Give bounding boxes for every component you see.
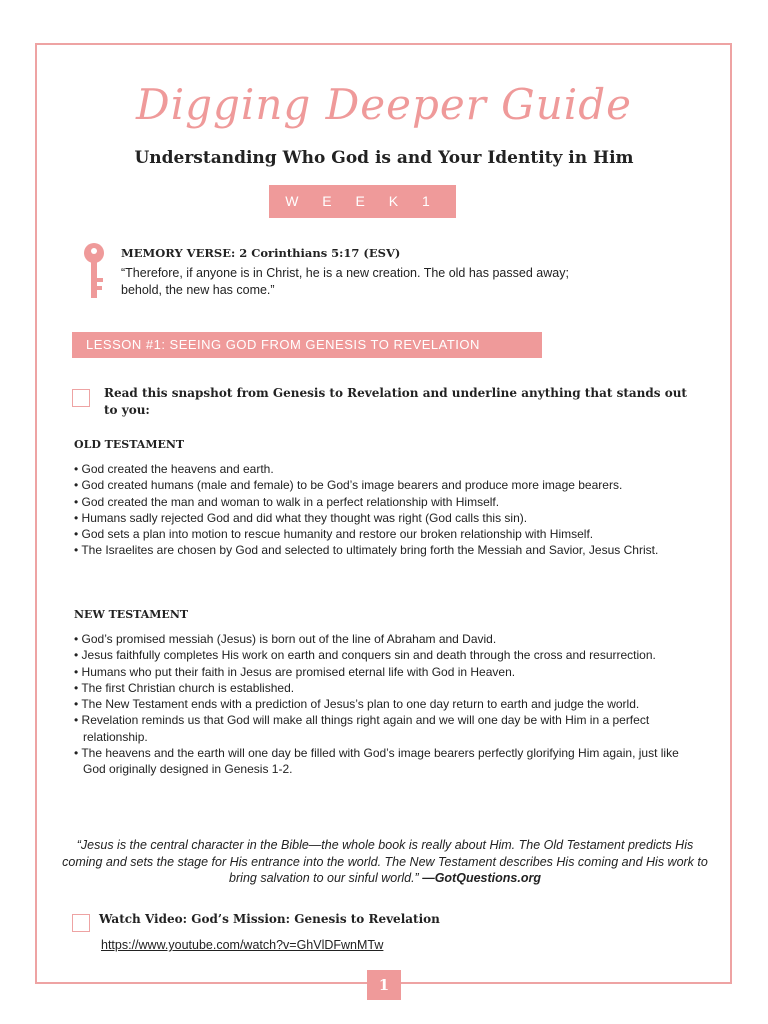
lesson-banner: LESSON #1: SEEING GOD FROM GENESIS TO REVELATION <box>72 332 542 358</box>
list-item: • God created humans (male and female) to be God’s image bearers and produce more image bearers. <box>74 478 623 493</box>
footer-rule-right <box>401 982 732 984</box>
page-title: Digging Deeper Guide <box>136 80 632 129</box>
quote-block <box>60 837 710 887</box>
reading-checkbox[interactable] <box>72 389 90 407</box>
memory-verse-heading: MEMORY VERSE: 2 Corinthians 5:17 (ESV) <box>121 246 401 260</box>
list-item: • God’s promised messiah (Jesus) is born out of the line of Abraham and David. <box>74 632 497 646</box>
new-testament-heading: NEW TESTAMENT <box>74 608 189 621</box>
week-banner: W E E K 1 <box>269 185 456 218</box>
list-item: • The New Testament ends with a prediction of Jesus’s plan to one day return to earth and judge the world. <box>74 697 640 712</box>
list-item: • Revelation reminds us that God will make all things right again and we will one day be with Him in a perfect relationship. <box>74 713 650 744</box>
video-heading: Watch Video: God’s Mission: Genesis to Revelation <box>99 912 440 926</box>
list-item: • Humans sadly rejected God and did what they thought was right (God calls this sin). <box>74 510 528 525</box>
list-item: • The Israelites are chosen by God and selected to ultimately bring forth the Messiah and Savior, Jesus Christ. <box>74 543 659 558</box>
list-item: • God created the heavens and earth. <box>74 462 274 476</box>
reading-instruction: Read this snapshot from Genesis to Revelation and underline anything that stands out to you: <box>104 386 687 417</box>
video-checkbox[interactable] <box>72 914 90 932</box>
footer-rule-left <box>35 982 367 984</box>
memory-verse-text: “Therefore, if anyone is in Christ, he is a new creation. The old has passed away; behold, the new has come.” <box>121 266 569 297</box>
list-item: • God sets a plan into motion to rescue humanity and restore our broken relationship with Himself. <box>74 527 594 542</box>
old-testament-heading: OLD TESTAMENT <box>74 438 185 451</box>
quote-text: “Jesus is the central character in the Bible—the whole book is really about Him. The Old Testament predicts His coming and sets the stage for His entrance into the world. The New Testament describes His coming and His work to bring salvation to our sinful world.” <box>62 838 708 885</box>
quote-source: —GotQuestions.org <box>422 871 541 885</box>
list-item: • Humans who put their faith in Jesus are promised eternal life with God in Heaven. <box>74 664 516 679</box>
page-number: 1 <box>367 970 401 1000</box>
key-icon <box>81 242 107 300</box>
new-testament-list <box>74 631 704 778</box>
list-item: • The first Christian church is established. <box>74 680 295 695</box>
old-testament-list <box>74 461 704 559</box>
page-subtitle: Understanding Who God is and Your Identity in Him <box>134 148 634 168</box>
list-item: • The heavens and the earth will one day be filled with God’s image bearers perfectly glorifying Him again, just like God originally designed in Genesis 1-2. <box>74 746 679 777</box>
list-item: • Jesus faithfully completes His work on earth and conquers sin and death through the cross and resurrection. <box>74 648 656 663</box>
list-item: • God created the man and woman to walk in a perfect relationship with Himself. <box>74 494 500 509</box>
video-link[interactable]: https://www.youtube.com/watch?v=GhVlDFwnMTw <box>101 938 384 952</box>
